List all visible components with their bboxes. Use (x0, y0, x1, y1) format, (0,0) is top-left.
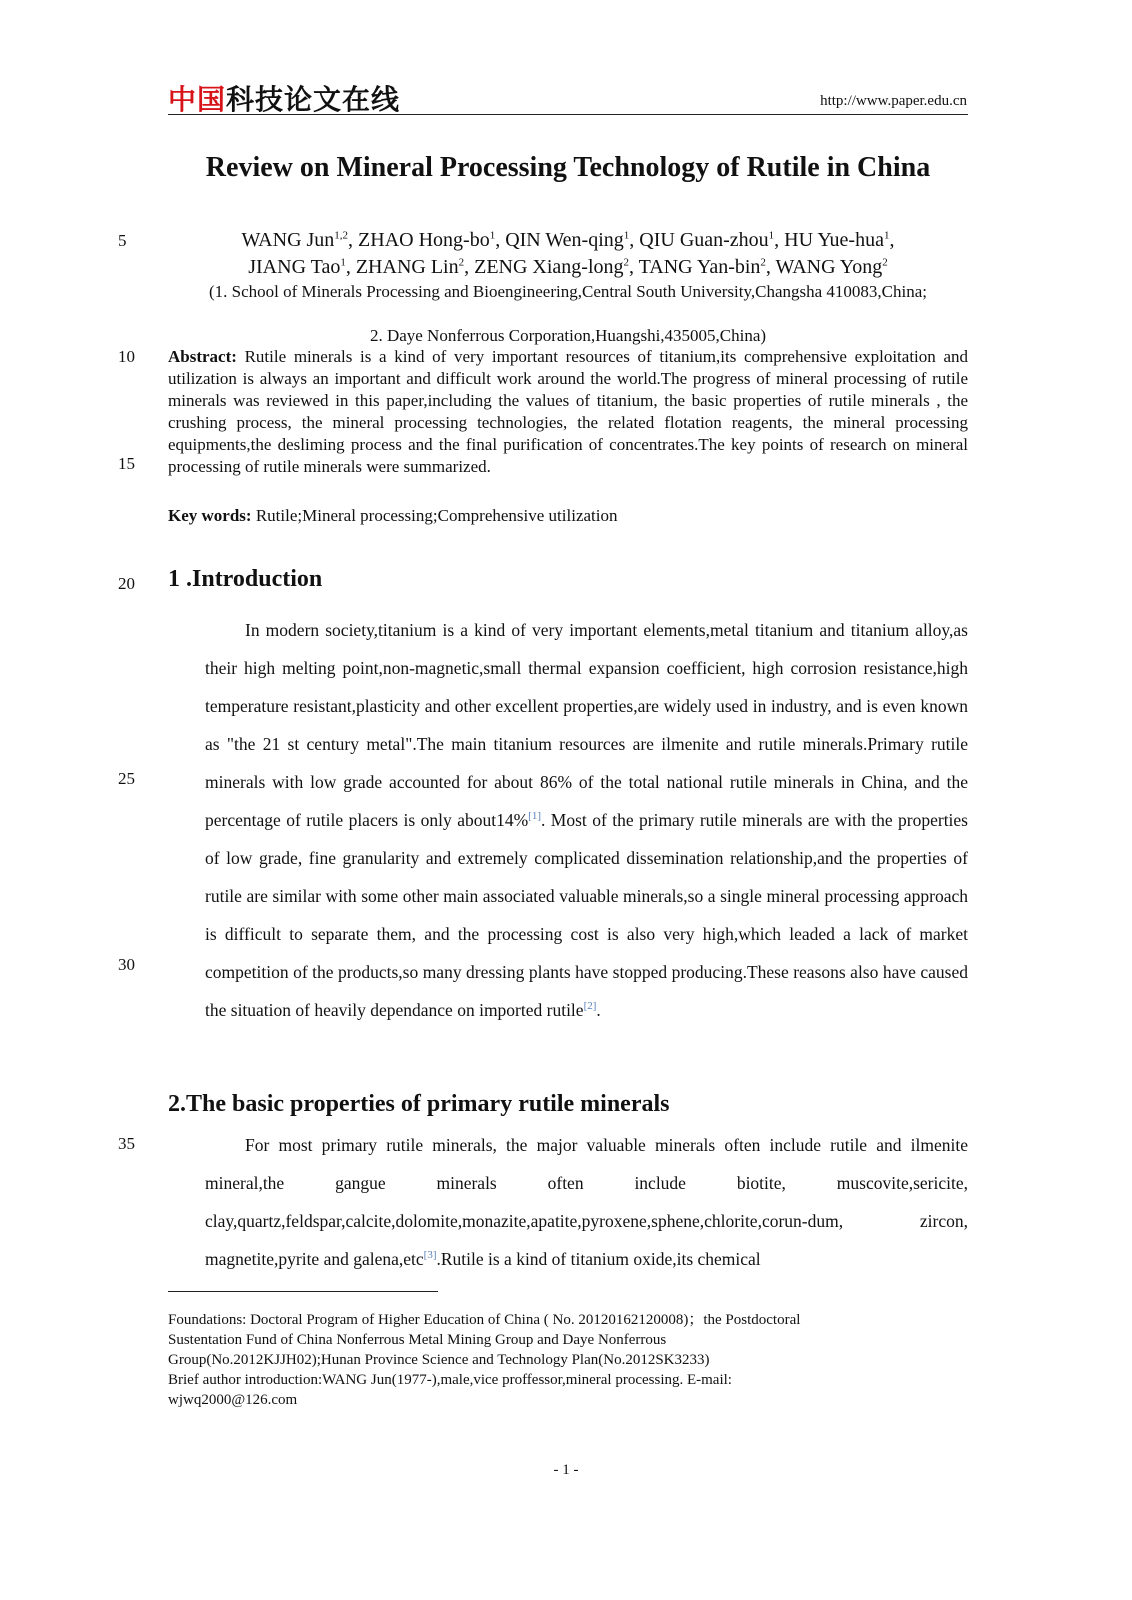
header-url: http://www.paper.edu.cn (820, 93, 967, 109)
logo-black-text: 科技论文在线 (226, 83, 401, 116)
footnotes (168, 1310, 928, 1410)
authors-line-2 (168, 254, 968, 281)
authors-line-1 (168, 227, 968, 254)
section-heading-basic-properties: 2.The basic properties of primary rutile minerals (168, 1091, 670, 1117)
author-affil-sup: 1 (489, 229, 496, 242)
footnote-line: Foundations: Doctoral Program of Higher Education of China ( No. 20120162120008)；the Postdoctoral (168, 1312, 801, 1328)
author-name: , HU Yue-hua (774, 229, 884, 251)
citation-link[interactable]: [3] (423, 1249, 437, 1262)
author-name: , ZENG Xiang-long (464, 256, 624, 278)
author-affil-sup: 2 (882, 256, 888, 269)
abstract (168, 346, 968, 478)
line-number-30: 30 (118, 955, 135, 974)
author-affil-sup: 1 (883, 229, 890, 242)
author-name: , QIU Guan-zhou (629, 229, 769, 251)
author-affil-sup: 2 (458, 256, 465, 269)
line-number-25: 25 (118, 769, 135, 788)
footnote-line: Brief author introduction:WANG Jun(1977-),male,vice proffessor,mineral processing. E-mail: (168, 1372, 732, 1388)
affiliation-2: 2. Daye Nonferrous Corporation,Huangshi,435005,China) (369, 326, 767, 345)
citation-link[interactable]: [1] (528, 810, 541, 823)
keywords (168, 506, 968, 526)
paragraph-text: . (596, 1000, 601, 1020)
author-name: WANG Jun (241, 229, 335, 251)
keywords-label: Key words: (168, 506, 252, 525)
line-number-35: 35 (118, 1134, 135, 1153)
footnote-line: wjwq2000@126.com (168, 1392, 298, 1408)
paper-title: Review on Mineral Processing Technology of Rutile in China (205, 152, 931, 183)
line-number-20: 20 (118, 574, 135, 593)
logo-red-text: 中国 (168, 83, 227, 116)
paragraph-text: .Rutile is a kind of titanium oxide,its chemical (436, 1249, 761, 1269)
author-affil-sup: 1 (623, 229, 630, 242)
basic-properties-paragraph (205, 1126, 968, 1278)
author-affil-sup: 1 (340, 256, 346, 269)
author-affil-sup: 1,2 (334, 229, 349, 242)
header-divider (168, 114, 968, 115)
page-number: - 1 - (553, 1462, 579, 1478)
citation-link[interactable]: [2] (583, 1000, 597, 1013)
site-logo (168, 78, 400, 118)
author-name: JIANG Tao (248, 256, 341, 278)
paragraph-text: For most primary rutile minerals, the major valuable minerals often include rutile and ilmenite mineral,the gangue minerals often include biotite, muscovite,sericite, clay,quartz,feldspar,calcite,dolomite,monazite,apatite,pyroxene,sphene,chlorite,corun-dum, zircon, magnetite,pyrite and galena,etc (205, 1135, 968, 1269)
line-number-5: 5 (118, 231, 127, 250)
author-name: , ZHANG Lin (345, 256, 459, 278)
author-name: , ZHAO Hong-bo (348, 229, 490, 251)
footnote-line: Group(No.2012KJJH02);Hunan Province Science and Technology Plan(No.2012SK3233) (168, 1352, 710, 1368)
paragraph-text: . Most of the primary rutile minerals are with the properties of low grade, fine granularity and extremely complicated dissemination relationship,and the properties of rutile are similar with some other main associated valuable minerals,so a single mineral processing approach is difficult to separate them, and the processing cost is also very high,which leaded a lack of market competition of the products,so many dressing plants have stopped producing.These reasons also have caused the situation of heavily dependance on imported rutile (205, 810, 968, 1020)
introduction-paragraph (205, 611, 968, 1029)
author-affil-sup: 2 (623, 256, 630, 269)
line-number-15: 15 (118, 454, 135, 473)
author-separator: , (889, 229, 895, 251)
footnote-line: Sustentation Fund of China Nonferrous Metal Mining Group and Daye Nonferrous (168, 1332, 667, 1348)
keywords-text: Rutile;Mineral processing;Comprehensive utilization (251, 506, 618, 525)
author-name: , WANG Yong (765, 256, 883, 278)
author-affil-sup: 1 (768, 229, 775, 242)
section-heading-introduction: 1 .Introduction (168, 566, 323, 592)
paragraph-text: In modern society,titanium is a kind of very important elements,metal titanium and titanium alloy,as their high melting point,non-magnetic,small thermal expansion coefficient, high corrosion resistance,high temperature resistant,plasticity and other excellent properties,are widely used in industry, and is even known as "the 21 st century metal".The main titanium resources are ilmenite and rutile minerals.Primary rutile minerals with low grade accounted for about 86% of the total national rutile minerals in China, and the percentage of rutile placers is only about14% (205, 620, 968, 830)
line-number-10: 10 (118, 347, 135, 366)
affiliation-1: (1. School of Minerals Processing and Bioengineering,Central South University,Changsha 410083,China; (209, 282, 927, 301)
abstract-text: Rutile minerals is a kind of very important resources of titanium,its comprehensive exploitation and utilization is always an important and difficult work around the world.The progress of mineral processing of rutile minerals was reviewed in this paper,including the values of titanium, the basic properties of rutile minerals , the crushing process, the mineral processing technologies, the related flotation reagents, the mineral processing equipments,the desliming process and the final purification of concentrates.The key points of research on mineral processing of rutile minerals were summarized. (168, 347, 968, 476)
author-name: , QIN Wen-qing (495, 229, 624, 251)
abstract-label: Abstract: (168, 347, 237, 366)
footnote-divider (168, 1291, 438, 1292)
author-affil-sup: 2 (760, 256, 766, 269)
author-name: , TANG Yan-bin (629, 256, 761, 278)
